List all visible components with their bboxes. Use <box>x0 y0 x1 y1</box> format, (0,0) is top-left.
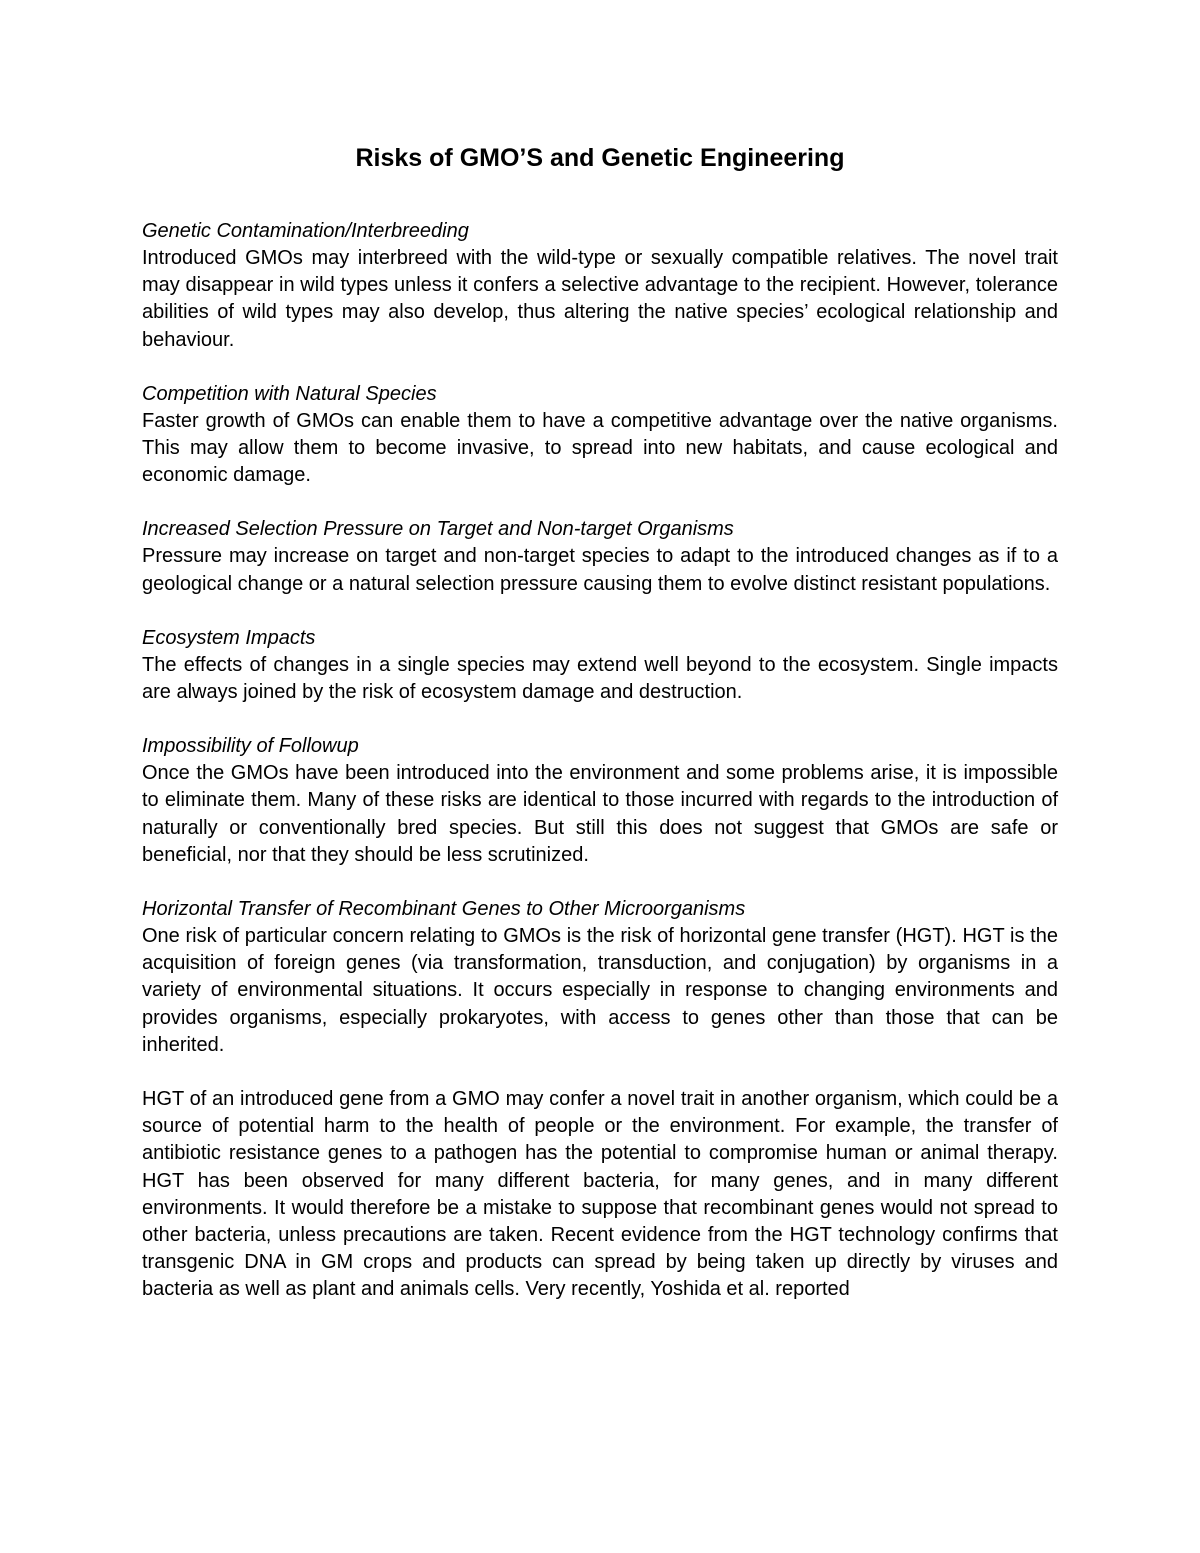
section-genetic-contamination <box>142 218 1058 354</box>
section-paragraph: Pressure may increase on target and non-target species to adapt to the introduced changes as if to a geological change or a natural selection pressure causing them to evolve distinct resistant populations. <box>142 545 1058 595</box>
section-paragraph: Once the GMOs have been introduced into the environment and some problems arise, it is impossible to eliminate them. Many of these risks are identical to those incurred with regards to the introduction of naturally or conventionally bred species. But still this does not suggest that GMOs are safe or beneficial, nor that they should be less scrutinized. <box>142 762 1058 866</box>
section-heading: Horizontal Transfer of Recombinant Genes to Other Microorganisms <box>142 898 746 921</box>
section-heading: Competition with Natural Species <box>142 382 437 405</box>
document-title: Risks of GMO’S and Genetic Engineering <box>355 144 845 172</box>
section-heading: Impossibility of Followup <box>142 735 359 758</box>
section-paragraph: Faster growth of GMOs can enable them to have a competitive advantage over the native organisms. This may allow them to become invasive, to spread into new habitats, and cause ecological and economic damage. <box>142 409 1058 487</box>
section-heading: Increased Selection Pressure on Target and Non-target Organisms <box>142 518 734 541</box>
section-paragraph: Introduced GMOs may interbreed with the wild-type or sexually compatible relatives. The novel trait may disappear in wild types unless it confers a selective advantage to the recipient. However, tolerance abilities of wild types may also develop, thus altering the native species’ ecological relationship and behaviour. <box>142 247 1058 351</box>
section-heading: Genetic Contamination/Interbreeding <box>142 220 469 242</box>
section-competition <box>142 381 1058 490</box>
section-horizontal-transfer <box>142 896 1058 1304</box>
section-ecosystem-impacts <box>142 625 1058 706</box>
section-heading: Ecosystem Impacts <box>142 626 316 649</box>
section-paragraph: One risk of particular concern relating to GMOs is the risk of horizontal gene transfer (HGT). HGT is the acquisition of foreign genes (via transformation, transduction, and conjugation) by organisms in a variety of environmental situations. It occurs especially in response to changing environments and provides organisms, especially prokaryotes, with access to genes other than those that can be inherited. <box>142 925 1058 1056</box>
section-followup <box>142 733 1058 869</box>
section-paragraph: HGT of an introduced gene from a GMO may confer a novel trait in another organism, which could be a source of potential harm to the health of people or the environment. For example, the transfer of antibiotic resistance genes to a pathogen has the potential to compromise human or animal therapy. HGT has been observed for many different bacteria, for many genes, and in many different environments. It would therefore be a mistake to suppose that recombinant genes would not spread to other bacteria, unless precautions are taken. Recent evidence from the HGT technology confirms that transgenic DNA in GM crops and products can spread by being taken up directly by viruses and bacteria as well as plant and animals cells. Very recently, Yoshida et al. reported <box>142 1088 1058 1301</box>
section-selection-pressure <box>142 516 1058 597</box>
document-page <box>142 138 1058 1331</box>
section-paragraph: The effects of changes in a single species may extend well beyond to the ecosystem. Single impacts are always joined by the risk of ecosystem damage and destruction. <box>142 653 1058 704</box>
